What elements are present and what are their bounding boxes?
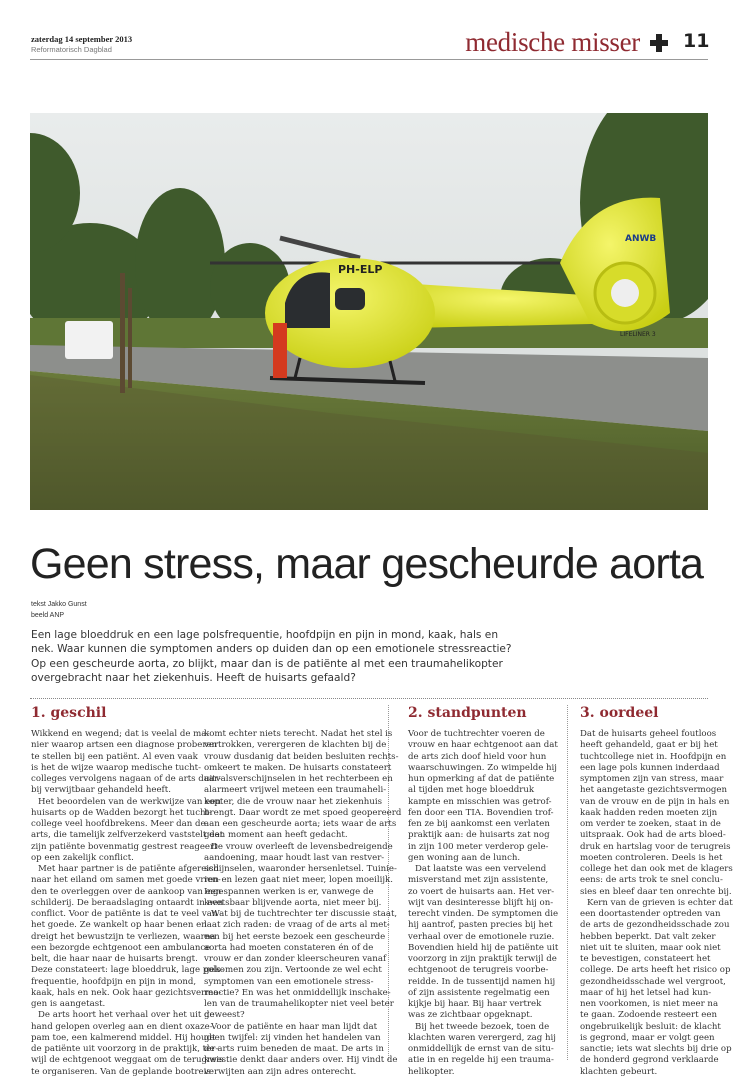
plus-icon: [650, 34, 668, 52]
heading-oordeel: 3. oordeel: [580, 705, 659, 721]
body-text-line: een bezorgde echtgenoot een ambulance: [31, 942, 211, 953]
body-text-line: alarmeert vrijwel meteen een traumaheli-: [204, 785, 387, 796]
body-text-line: te organiseren. Van de geplande bootreis: [31, 1066, 211, 1077]
body-text-line: Met haar partner is de patiënte afgereisd: [38, 864, 220, 874]
body-text-line: aandoening, maar houdt last van restver-: [204, 852, 385, 863]
body-text-line: te bevestigen, constateert het: [580, 954, 711, 964]
body-text-line: terecht vinden. De symptomen die: [408, 909, 559, 919]
body-text-line: waarschuwingen. Zo wimpelde hij: [408, 762, 557, 773]
body-text-line: schijnselen, waaronder hersenletsel. Tuinie-: [204, 864, 397, 874]
body-text-line: symptomen zijn van stress, maar: [580, 774, 724, 784]
body-text-line: verhaal over de emotionele ruzie.: [408, 931, 555, 942]
body-text-line: Het beoordelen van de werkwijze van een: [38, 796, 221, 807]
body-text-line: druk en hartslag voor de terugreis: [580, 841, 731, 852]
body-text-line: fen door een TIA. Bovendien trof-: [408, 807, 554, 818]
body-text-line: kwetsbaar blijvende aorta, niet meer bij.: [204, 897, 382, 908]
body-text-line: huisarts op de Wadden bezorgt het tucht-: [31, 807, 212, 818]
body-text-line: kampte en misschien was getrof-: [408, 796, 552, 807]
body-text-line: dreigt het bewustzijn te verliezen, waarna: [31, 931, 216, 942]
body-text-line: een bij het eerste bezoek een gescheurde: [204, 931, 386, 942]
body-text-line: een doortastender optreden van: [580, 909, 721, 919]
body-text-line: wijl de echtgenoot weggaat om de terugreis: [31, 1055, 224, 1066]
body-text-line: ren en lezen gaat niet meer, lopen moeilijk.: [204, 875, 393, 886]
callsign-mark: LIFELINER 3: [620, 331, 656, 338]
body-text-line: was ze zichtbaar opgeknapt.: [408, 1010, 533, 1021]
body-text-line: gekomen zou zijn. Vertoonde ze wel echt: [204, 965, 382, 976]
section-title: medische misser: [465, 27, 640, 57]
body-text-line: Kern van de grieven is echter dat: [587, 897, 733, 908]
body-text-line: tuchtcollege niet in. Hoofdpijn en: [580, 751, 727, 762]
header-divider: [30, 59, 708, 60]
body-text-line: college veel hoofdbrekens. Meer dan de: [31, 819, 206, 829]
page-number: 11: [683, 30, 710, 52]
body-text-line: op een zakelijk conflict.: [31, 852, 134, 863]
body-text-line: Wikkend en wegend; dat is veelal de ma-: [31, 729, 210, 739]
body-text-line: het goede. Ze wankelt op haar benen en: [31, 920, 207, 931]
body-text-line: kwestie denkt daar anders over. Hij vindt de: [204, 1055, 398, 1066]
heading-standpunten: 2. standpunten: [408, 705, 527, 721]
article-column-3: [408, 729, 558, 1078]
body-text-line: reactie? En was het onmiddellijk inschake-: [204, 987, 391, 998]
body-text-line: hij aantrof, pasten precies bij het: [408, 920, 553, 931]
body-text-line: colleges vervolgens nagaan of de arts daar-: [31, 774, 222, 784]
body-text-line: is gegrond, maar er volgt geen: [580, 1032, 715, 1043]
body-text-line: de patiënte uit voorzorg in de praktijk, ter-: [31, 1044, 219, 1054]
column-divider: [567, 705, 568, 1060]
body-text-line: helikopter.: [408, 1066, 455, 1077]
photo-credit: beeld ANP: [31, 612, 65, 619]
body-text-line: nen voorkomen, is niet meer na: [580, 999, 719, 1009]
body-text-line: De vrouw overleeft de levensbedreigende: [211, 841, 393, 852]
body-text-line: al tijden met hoge bloeddruk: [408, 785, 535, 796]
body-text-line: heeft gehandeld, gaat er bij het: [580, 740, 718, 751]
body-text-line: gen woning aan de lunch.: [408, 852, 521, 863]
body-text-line: misverstand met zijn assistente,: [408, 875, 549, 886]
body-text-line: reidde. In de tussentijd namen hij: [408, 976, 556, 987]
body-text-line: vrouw dusdanig dat beiden besluiten rechts-: [204, 751, 399, 762]
body-text-line: pam toe, een kalmerend middel. Hij houdt: [31, 1032, 216, 1043]
body-text-line: gen is aangetast.: [31, 999, 106, 1009]
body-text-line: geen moment aan heeft gedacht.: [204, 830, 348, 841]
body-text-line: zijn patiënte bovenmatig gestrest reageert: [31, 841, 218, 852]
body-text-line: frequentie, hoofdpijn en pijn in mond,: [31, 976, 197, 987]
issue-date: zaterdag 14 september 2013: [31, 34, 133, 44]
body-text-line: praktijk aan: de huisarts zat nog: [408, 830, 550, 841]
body-text-line: is het de wijze waarop medische tucht-: [31, 762, 201, 773]
body-text-line: ongebruikelijk besluit: de klacht: [580, 1021, 721, 1032]
body-text-line: De arts hoort het verhaal over het uit de: [38, 1010, 215, 1021]
brand-mark: ANWB: [625, 234, 657, 244]
body-text-line: of zijn assistente regelmatig een: [408, 987, 550, 998]
body-text-line: gezondheidsschade wel vergroot,: [580, 976, 726, 987]
body-text-line: belt, die haar naar de huisarts brengt.: [31, 954, 198, 964]
intro-line: overgebracht naar het ziekenhuis. Heeft de huisarts gefaald?: [31, 672, 356, 685]
body-text-line: hun opmerking af dat de patiënte: [408, 774, 555, 784]
body-text-line: Ingespannen werken is er, vanwege de: [204, 886, 374, 897]
body-text-line: Bovendien hield hij de patiënte uit: [408, 942, 559, 953]
body-text-line: Voor de patiënte en haar man lijdt dat: [211, 1021, 378, 1032]
body-text-line: het aangetaste gezichtsvermogen: [580, 785, 728, 796]
intro-line: Op een gescheurde aorta, zo blijkt, maar dan is de patiënte al met een traumahelikopter: [31, 657, 503, 670]
body-text-line: geen twijfel: zij vinden het handelen van: [204, 1032, 381, 1043]
body-text-line: onmiddellijk de ernst van de situ-: [408, 1044, 554, 1054]
body-text-line: atie in en regelde hij een trauma-: [408, 1055, 554, 1066]
body-text-line: vrouw en haar echtgenoot aan dat: [408, 740, 558, 751]
intro-paragraph: [31, 628, 512, 686]
helicopter-photo: [30, 113, 708, 510]
intro-line: Een lage bloeddruk en een lage polsfrequentie, hoofdpijn en pijn in mond, kaak, hals en: [31, 629, 499, 641]
body-text-line: aan een gescheurde aorta; iets waar de arts: [204, 819, 397, 829]
body-text-line: sanctie; iets wat slechts bij drie op: [580, 1044, 732, 1054]
body-text-line: Voor de tuchtrechter voeren de: [408, 729, 545, 739]
body-text-line: klachten waren verergerd, zag hij: [408, 1032, 556, 1043]
body-text-line: conflict. Voor de patiënte is dat te veel van: [31, 909, 218, 919]
body-text-line: Deze constateert: lage bloeddruk, lage pols-: [31, 965, 224, 976]
body-text-line: nier waarop artsen een diagnose proberen: [31, 740, 218, 751]
body-text-line: te stellen bij een patiënt. Al even vaak: [31, 751, 198, 762]
body-text-line: len van de traumahelikopter niet veel beter: [204, 999, 394, 1009]
body-text-line: de honderd gegrond verklaarde: [580, 1055, 719, 1066]
body-text-line: hebben beperkt. Dat valt zeker: [580, 931, 716, 942]
body-text-line: te gaan. Zodoende resteert een: [580, 1010, 718, 1021]
body-text-line: kijkje bij haar. Bij haar vertrek: [408, 999, 542, 1009]
registration-mark: PH-ELP: [338, 263, 383, 276]
body-text-line: den te overleggen over de aankoop van een: [31, 886, 222, 897]
body-text-line: uitspraak. Ook had de arts bloed-: [580, 830, 726, 841]
intro-line: nek. Waar kunnen die symptomen anders op duiden dan op een emotionele stressreactie?: [31, 643, 512, 656]
article-column-1: [31, 729, 224, 1078]
body-text-line: klachten gebeurt.: [580, 1066, 658, 1077]
body-text-line: verwijten aan zijn adres onterecht.: [204, 1066, 357, 1077]
body-text-line: de arts zich doof hield voor hun: [408, 751, 547, 762]
body-text-line: de arts de gezondheidsschade zou: [580, 920, 730, 931]
body-text-line: omkeert te maken. De huisarts constateert: [204, 762, 392, 773]
body-text-line: kaak hadden reden moeten zijn: [580, 807, 718, 818]
body-text-line: bij verwijtbaar gehandeld heeft.: [31, 785, 171, 796]
body-text-line: Wat bij de tuchtrechter ter discussie staat,: [211, 909, 398, 919]
body-text-line: de arts ruim beneden de maat. De arts in: [204, 1044, 384, 1054]
body-text-line: arts, die tamelijk zelfverzekerd vaststelt dat: [31, 830, 224, 841]
photo-illustration: [30, 113, 708, 510]
body-text-line: zo voert de huisarts aan. Het ver-: [408, 886, 555, 897]
body-text-line: symptomen van een emotionele stress-: [204, 976, 374, 987]
body-text-line: schilderij. De beraadslaging ontaardt in een: [31, 897, 224, 908]
body-text-line: voorzorg in zijn praktijk terwijl de: [408, 954, 557, 964]
body-text-line: hand gelopen overleg aan en dient oxaze-: [31, 1021, 213, 1032]
body-text-line: college het dan ook met de klagers: [580, 864, 733, 874]
headline: Geen stress, maar gescheurde aorta: [30, 540, 704, 588]
body-text-line: moeten controleren. Deels is het: [580, 852, 723, 863]
body-text-line: wijt van desinteresse blijft hij on-: [408, 897, 554, 908]
body-text-line: college. De arts heeft het risico op: [580, 965, 731, 976]
author-credit: tekst Jakko Gunst: [31, 601, 87, 608]
body-text-line: sies en bleef daar ten onrechte bij.: [580, 886, 732, 897]
article-column-4: [580, 729, 733, 1078]
body-text-line: vrouw er dan zonder kleerscheuren vanaf: [204, 954, 387, 964]
body-text-line: eens: de arts trok te snel conclu-: [580, 875, 723, 886]
body-text-line: maar of hij het letsel had kun-: [580, 987, 712, 998]
body-text-line: niet uit te sluiten, maar ook niet: [580, 942, 721, 953]
body-text-line: naar het eiland om samen met goede vrien-: [31, 875, 221, 886]
body-text-line: brengt. Daar wordt ze met spoed geopereerd: [204, 807, 402, 818]
body-text-line: aorta had moeten constateren én of de: [204, 942, 374, 953]
body-text-line: fen ze bij aankomst een verlaten: [408, 819, 550, 829]
body-text-line: kopter, die de vrouw naar het ziekenhuis: [204, 796, 383, 807]
body-text-line: laat zich raden: de vraag of de arts al met-: [204, 920, 390, 931]
body-text-line: een lage pols kunnen inderdaad: [580, 762, 720, 773]
body-text-line: kaak, hals en nek. Ook haar gezichtsvermo-: [31, 987, 222, 998]
body-text-line: vertrokken, verergeren de klachten bij de: [204, 740, 387, 751]
section-divider: [30, 698, 708, 699]
heading-geschil: 1. geschil: [31, 705, 107, 721]
article-column-2: [204, 729, 401, 1078]
body-text-line: Bij het tweede bezoek, toen de: [415, 1021, 550, 1032]
body-text-line: echtgenoot de terugreis voorbe-: [408, 965, 549, 976]
body-text-line: Dat de huisarts geheel foutloos: [580, 729, 717, 739]
body-text-line: Dat laatste was een vervelend: [415, 864, 547, 874]
newspaper-name: Reformatorisch Dagblad: [31, 45, 112, 54]
body-text-line: uitvalsverschijnselen in het rechterbeen en: [204, 774, 393, 784]
body-text-line: geweest?: [204, 1010, 245, 1021]
body-text-line: van de vrouw en de pijn in hals en: [580, 796, 730, 807]
body-text-line: in zijn 100 meter verderop gele-: [408, 841, 549, 852]
body-text-line: komt echter niets terecht. Nadat het stel is: [204, 729, 393, 739]
body-text-line: om verder te zoeken, staat in de: [580, 819, 721, 829]
